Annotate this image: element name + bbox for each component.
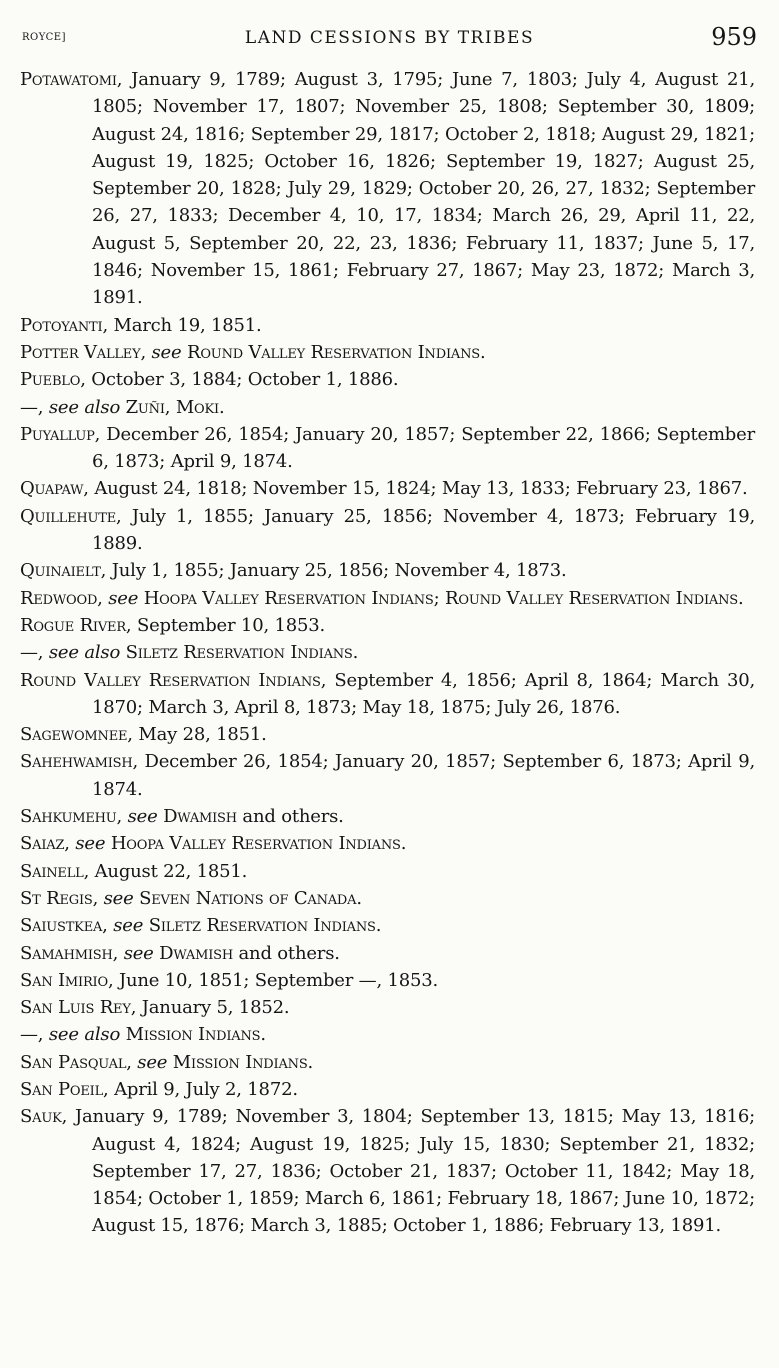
see-reference: see [107,915,149,937]
entry-name: Redwood, [20,587,103,609]
see-reference: see [122,806,164,828]
entry-name: Potawatomi, [20,69,123,90]
entry-name: Saiaz, [20,833,70,855]
see-reference: see also [43,396,126,418]
see-reference: see [118,942,160,964]
index-entry [20,612,755,639]
cross-reference: Hoopa Valley Reservation Indians. [110,833,407,855]
index-entry [20,748,755,803]
entry-name: St Regis, [20,887,99,909]
index-entry [20,639,755,666]
entry-name: Rogue River, [20,614,132,636]
entry-tail: and others. [233,942,340,964]
entry-dates: January 5, 1852. [136,997,290,1019]
entry-dates: December 26, 1854; January 20, 1857; September 6, 1873; April 9, 1874. [92,751,755,800]
index-entry [20,312,755,339]
entry-dates: January 9, 1789; August 3, 1795; June 7, 1803; July 4, August 21, 1805; November 17, 1807; November 25, 1808; September 30, 1809; August 24, 1816; September 29, 1817; October 2, 1818; August 29, 1821; August 19, 1825; October 16, 1826; September 19, 1827; August 25, September 20, 1828; July 29, 1829; October 20, 26, 27, 1832; September 26, 27, 1833; December 4, 10, 17, 1834; March 26, 29, April 11, 22, August 5, September 20, 22, 23, 1836; February 11, 1837; June 5, 17, 1846; November 15, 1861; February 27, 1867; May 23, 1872; March 3, 1891. [92,69,755,309]
entry-name: Pueblo, [20,369,86,391]
see-reference: see also [43,642,126,664]
index-entry [20,421,755,476]
cross-reference: Hoopa Valley Reservation Indians; Round Valley Reservation Indians. [143,587,744,609]
entry-dates: December 26, 1854; January 20, 1857; September 22, 1866; September 6, 1873; April 9, 1874. [92,423,755,473]
index-entry [20,803,755,830]
entry-name: Puyallup, [20,423,101,445]
entry-name: San Imirio, [20,969,114,991]
see-reference: see [131,1051,173,1073]
entry-name: Round Valley Reservation Indians, [20,669,327,691]
index-entry [20,858,755,885]
running-head-author: ROYCE] [22,32,67,43]
see-reference: see also [43,1024,126,1046]
entry-dates: October 3, 1884; October 1, 1886. [85,369,399,391]
index-entry [20,1076,755,1103]
index-entry [20,339,755,366]
entry-name: —, [20,396,44,418]
index-entry [20,885,755,912]
index-entry [20,1049,755,1076]
index-entries [20,66,755,1240]
entry-name: Quinaielt, [20,560,107,582]
entry-name: Sainell, [20,860,90,882]
see-reference: see [69,833,111,855]
entry-dates: September 10, 1853. [131,614,326,636]
entry-name: San Poeil, [20,1078,109,1100]
entry-name: Sahkumehu, [20,806,123,828]
index-entry [20,475,755,502]
index-entry [20,1021,755,1048]
running-head-title: LAND CESSIONS BY TRIBES [244,28,535,48]
index-entry [20,366,755,393]
entry-dates: August 24, 1818; November 15, 1824; May 13, 1833; February 23, 1867. [88,478,748,500]
index-entry [20,830,755,857]
entry-dates: June 10, 1851; September —, 1853. [113,969,439,991]
entry-dates: April 9, July 2, 1872. [108,1078,298,1100]
entry-dates: August 22, 1851. [89,860,248,882]
entry-name: Quillehute, [20,505,122,527]
entry-name: Sagewomnee, [20,724,133,746]
entry-name: San Luis Rey, [20,997,137,1019]
page-number: 959 [711,23,757,51]
cross-reference: Zuñi, Moki. [125,396,225,418]
entry-name: San Pasqual, [20,1051,132,1073]
entry-name: Sahehwamish, [20,751,138,773]
index-entry [20,1103,755,1239]
entry-name: Quapaw, [20,478,89,500]
entry-name: —, [20,1024,44,1046]
index-entry [20,394,755,421]
cross-reference: Seven Nations of Canada. [139,887,362,909]
see-reference: see [146,341,187,363]
index-entry [20,940,755,967]
entry-name: —, [20,642,44,664]
entry-name: Samahmish, [20,942,119,964]
index-entry [20,721,755,748]
entry-dates: July 1, 1855; January 25, 1856; November 4, 1873; February 19, 1889. [92,505,755,555]
index-entry [20,994,755,1021]
index-entry [20,585,755,612]
cross-reference: Siletz Reservation Indians. [125,642,359,664]
index-entry [20,912,755,939]
cross-reference: Dwamish [159,942,233,964]
cross-reference: Mission Indians. [125,1024,266,1046]
see-reference: see [102,587,144,609]
entry-dates: September 4, 1856; April 8, 1864; March 30, 1870; March 3, April 8, 1873; May 18, 1875; July 26, 1876. [92,669,755,718]
entry-name: Sauk, [20,1106,68,1128]
entry-name: Potoyanti, [20,314,108,336]
index-entry [20,557,755,584]
entry-dates: July 1, 1855; January 25, 1856; November 4, 1873. [106,560,567,582]
entry-tail: and others. [236,806,344,828]
cross-reference: Dwamish [163,806,237,828]
entry-dates: May 28, 1851. [132,724,267,746]
cross-reference: Round Valley Reservation Indians. [187,341,486,363]
index-entry [20,667,755,722]
cross-reference: Mission Indians. [172,1051,314,1073]
page-header [22,23,757,56]
index-entry [20,66,755,312]
index-entry [20,503,755,558]
cross-reference: Siletz Reservation Indians. [148,915,382,937]
entry-name: Potter Valley, [20,341,146,363]
entry-dates: January 9, 1789; November 3, 1804; September 13, 1815; May 13, 1816; August 4, 1824; August 19, 1825; July 15, 1830; September 21, 1832; September 17, 27, 1836; October 21, 1837; October 11, 1842; May 18, 1854; October 1, 1859; March 6, 1861; February 18, 1867; June 10, 1872; August 15, 1876; March 3, 1885; October 1, 1886; February 13, 1891. [67,1106,755,1237]
index-entry [20,967,755,994]
entry-name: Saiustkea, [20,915,108,937]
see-reference: see [98,887,140,909]
entry-dates: March 19, 1851. [107,314,262,336]
